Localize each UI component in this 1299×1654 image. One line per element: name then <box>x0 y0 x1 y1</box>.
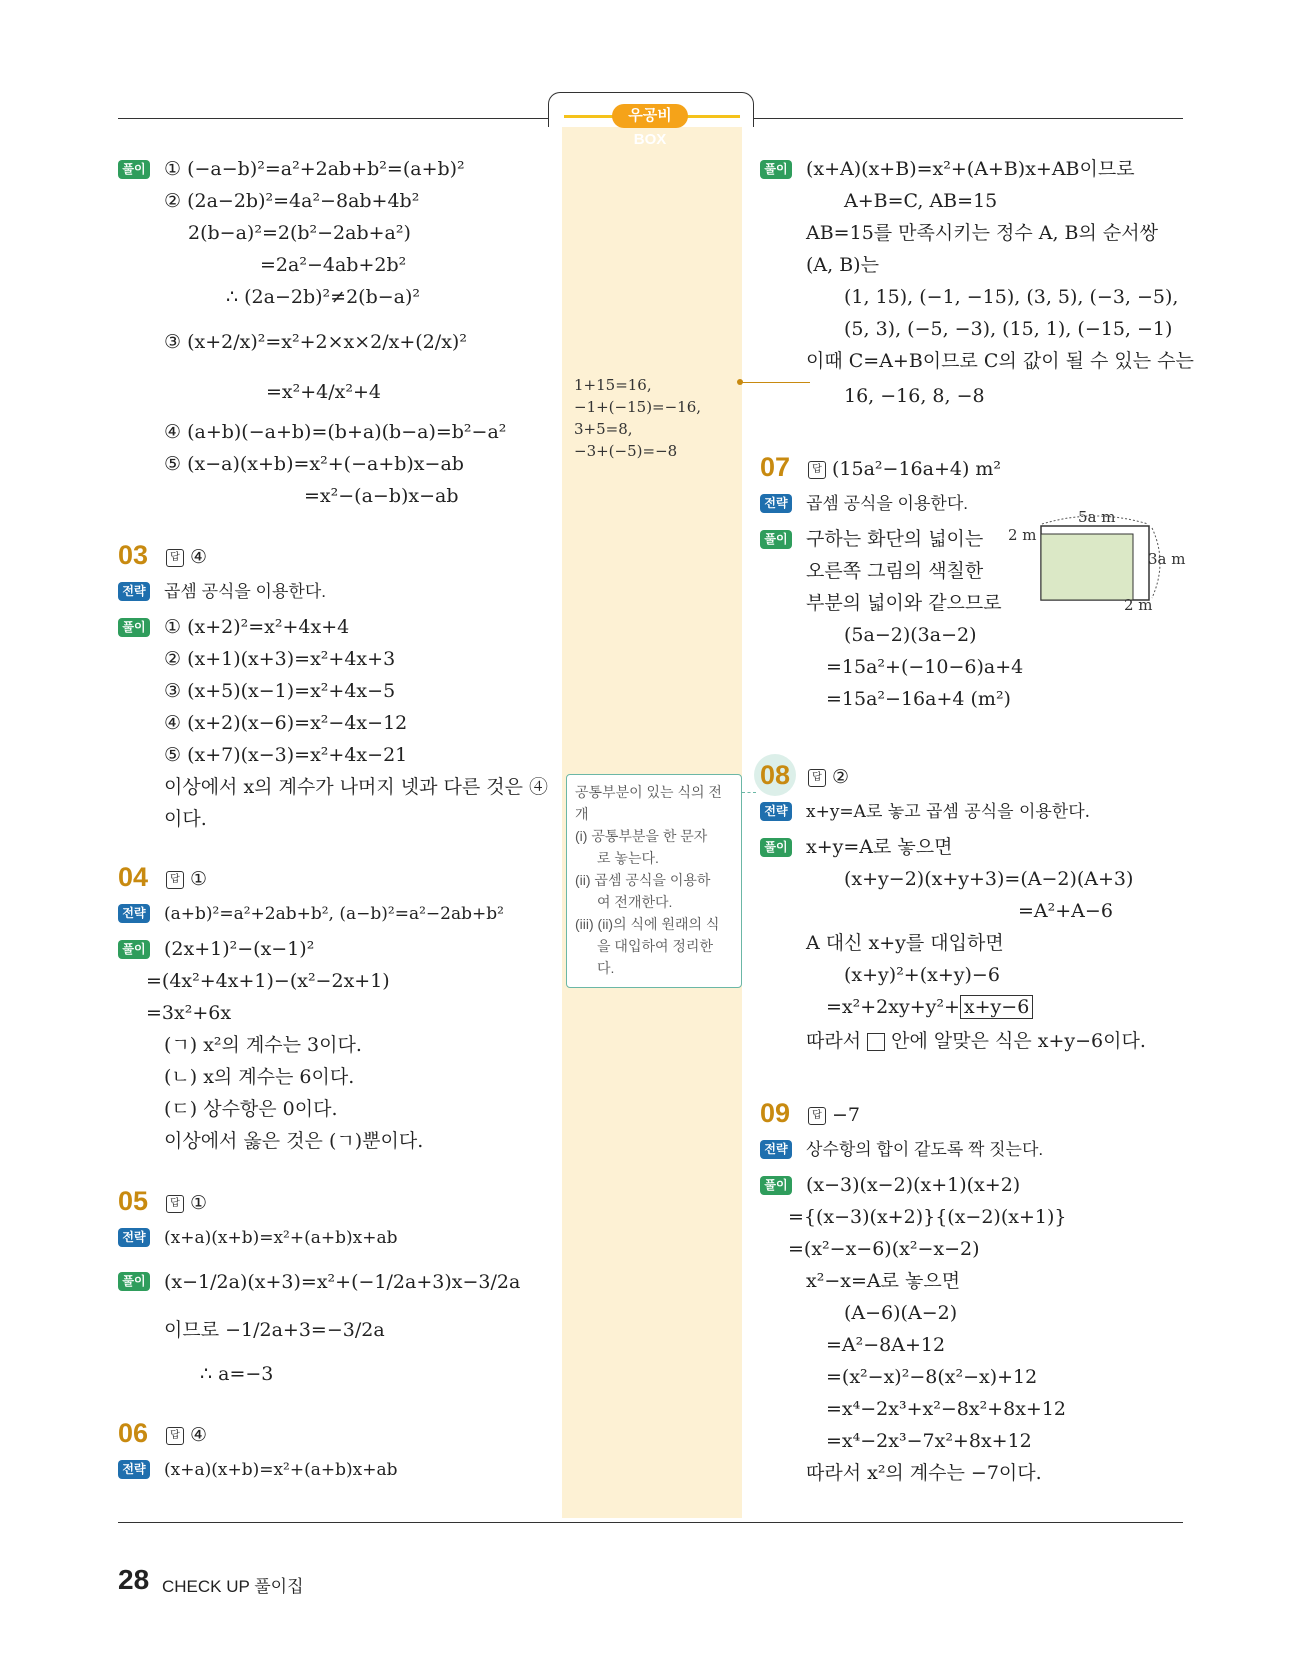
tip-line: (ii) 곱셈 공식을 이용하 <box>575 872 711 888</box>
q08-line: x+y=A로 놓으면 <box>806 836 953 858</box>
strategy-tag: 전략 <box>760 802 792 821</box>
q09-line: (x−3)(x−2)(x+1)(x+2) <box>806 1174 1021 1196</box>
q04-line: 이상에서 옳은 것은 (ㄱ)뿐이다. <box>164 1130 424 1152</box>
tip-line: 공통부분이 있는 식의 전 <box>575 784 722 800</box>
q09-line: =x⁴−2x³−7x²+8x+12 <box>826 1430 1032 1452</box>
answer-value: ① <box>190 868 208 890</box>
q07-line: 오른쪽 그림의 색칠한 <box>806 560 984 582</box>
strategy-tag: 전략 <box>118 1460 150 1479</box>
q02-line: ∴ (2a−2b)²≠2(b−a)² <box>226 286 421 308</box>
tip-box <box>566 774 742 988</box>
answer-value: ④ <box>190 546 208 568</box>
answer-value: ④ <box>190 1424 208 1446</box>
figure-label-top: 5a m <box>1078 508 1116 526</box>
answer-icon: 답 <box>166 549 184 567</box>
question-number: 07 <box>760 452 791 482</box>
tip-line: 다. <box>597 960 615 976</box>
center-note: 1+15=16, <box>574 376 652 394</box>
q09-line: 따라서 x²의 계수는 −7이다. <box>806 1462 1042 1484</box>
connector-dot <box>737 379 743 385</box>
q03-line: ③ (x+5)(x−1)=x²+4x−5 <box>164 680 396 702</box>
solution-tag: 풀이 <box>760 530 792 549</box>
solution-tag: 풀이 <box>118 940 150 959</box>
strategy-text: x+y=A로 놓고 곱셈 공식을 이용한다. <box>806 802 1091 822</box>
q05-line: 이므로 −1/2a+3=−3/2a <box>164 1319 385 1341</box>
answer <box>166 1192 207 1214</box>
q02-line: ⑤ (x−a)(x+b)=x²+(−a+b)x−ab <box>164 453 464 475</box>
q07-line: 구하는 화단의 넓이는 <box>806 528 984 550</box>
q05-line: ∴ a=−3 <box>200 1363 274 1385</box>
q02-line: ④ (a+b)(−a+b)=(b+a)(b−a)=b²−a² <box>164 421 507 443</box>
answer <box>166 1424 207 1446</box>
strategy-text: (x+a)(x+b)=x²+(a+b)x+ab <box>164 1228 398 1248</box>
q08-line <box>806 1029 1146 1053</box>
q08-line: (x+y−2)(x+y+3)=(A−2)(A+3) <box>844 868 1134 890</box>
q02-line: =x²−(a−b)x−ab <box>304 485 459 507</box>
q02-line: ② (2a−2b)²=4a²−8ab+4b² <box>164 190 420 212</box>
question-number: 08 <box>760 760 791 790</box>
q03-line: ⑤ (x+7)(x−3)=x²+4x−21 <box>164 744 408 766</box>
q02-line: =2a²−4ab+2b² <box>260 254 407 276</box>
answer-value: −7 <box>832 1104 861 1126</box>
q03-line: ④ (x+2)(x−6)=x²−4x−12 <box>164 712 408 734</box>
q04-line: (2x+1)²−(x−1)² <box>164 938 315 960</box>
q09-line: =(x²−x)²−8(x²−x)+12 <box>826 1366 1038 1388</box>
answer <box>166 546 207 568</box>
q03-line: ① (x+2)²=x²+4x+4 <box>164 616 350 638</box>
answer-icon: 답 <box>808 1107 826 1125</box>
q08-expansion: =x²+2xy+y²+ <box>826 996 960 1018</box>
strategy-tag: 전략 <box>118 1228 150 1247</box>
q07-line: (5a−2)(3a−2) <box>844 624 977 646</box>
center-note: −1+(−15)=−16, <box>574 398 702 416</box>
q02-line: ① (−a−b)²=a²+2ab+b²=(a+b)² <box>164 158 465 180</box>
solution-tag: 풀이 <box>760 1176 792 1195</box>
q04-line: (ㄱ) x²의 계수는 3이다. <box>164 1034 362 1056</box>
answer <box>808 458 1001 480</box>
q08-therefore: 따라서 <box>806 1030 862 1052</box>
q02-line: ③ (x+2/x)²=x²+2×x×2/x+(2/x)² <box>164 331 467 353</box>
q09-line: =(x²−x−6)(x²−x−2) <box>788 1238 980 1260</box>
strategy-tag: 전략 <box>760 1140 792 1159</box>
strategy-text: 곱셈 공식을 이용한다. <box>164 582 326 601</box>
q08-line: =A²+A−6 <box>1018 900 1113 922</box>
tip-line: 을 대입하여 정리한 <box>597 938 713 954</box>
q09-line: (A−6)(A−2) <box>844 1302 958 1324</box>
figure-label-right: 3a m <box>1148 550 1186 568</box>
answer-value: ① <box>190 1192 208 1214</box>
q06-line: 16, −16, 8, −8 <box>844 385 985 407</box>
answer-icon: 답 <box>808 769 826 787</box>
q07-line: =15a²+(−10−6)a+4 <box>826 656 1024 678</box>
question-number: 03 <box>118 540 149 570</box>
center-note: 3+5=8, <box>574 420 633 438</box>
q04-line: =(4x²+4x+1)−(x²−2x+1) <box>146 970 390 992</box>
solution-tag: 풀이 <box>118 160 150 179</box>
q07-line: 부분의 넓이와 같으므로 <box>806 592 1002 614</box>
answer-icon: 답 <box>808 461 826 479</box>
figure-label-left: 2 m <box>1008 526 1037 544</box>
question-number: 09 <box>760 1098 791 1128</box>
answer <box>808 766 849 788</box>
solution-tag: 풀이 <box>760 838 792 857</box>
connector-line <box>740 382 810 383</box>
page-footer-title: CHECK UP 풀이집 <box>162 1577 304 1596</box>
q06-line: (1, 15), (−1, −15), (3, 5), (−3, −5), <box>844 286 1179 308</box>
answer-icon: 답 <box>166 871 184 889</box>
q09-line: ={(x−3)(x+2)}{(x−2)(x+1)} <box>788 1206 1067 1228</box>
tip-line: 여 전개한다. <box>597 894 673 910</box>
badge-line-left <box>564 115 614 118</box>
question-number: 06 <box>118 1418 149 1448</box>
q08-conclusion: 안에 알맞은 식은 x+y−6이다. <box>891 1030 1146 1052</box>
q08-boxed-term: x+y−6 <box>960 995 1033 1019</box>
tip-line: (iii) (ii)의 식에 원래의 식 <box>575 916 720 932</box>
box-badge: 우공비 BOX <box>612 104 688 128</box>
page-number: 28 <box>118 1564 150 1595</box>
tip-line: 로 놓는다. <box>597 850 659 866</box>
strategy-text: (a+b)²=a²+2ab+b², (a−b)²=a²−2ab+b² <box>164 904 504 924</box>
q03-line: 이상에서 x의 계수가 나머지 넷과 다른 것은 ④ <box>164 776 549 798</box>
solution-tag: 풀이 <box>760 160 792 179</box>
strategy-text: 곱셈 공식을 이용한다. <box>806 494 968 513</box>
garden-figure <box>1008 508 1190 620</box>
q03-line: ② (x+1)(x+3)=x²+4x+3 <box>164 648 396 670</box>
strategy-tag: 전략 <box>760 494 792 513</box>
q02-line: =x²+4/x²+4 <box>266 381 382 403</box>
q09-line: =A²−8A+12 <box>826 1334 946 1356</box>
q04-line: =3x²+6x <box>146 1002 232 1024</box>
q09-line: =x⁴−2x³+x²−8x²+8x+12 <box>826 1398 1067 1420</box>
q08-line: (x+y)²+(x+y)−6 <box>844 964 1000 986</box>
answer <box>166 868 207 890</box>
q06-line: 이때 C=A+B이므로 C의 값이 될 수 있는 수는 <box>806 350 1194 372</box>
bottom-rule <box>118 1522 1183 1523</box>
q06-line: (x+A)(x+B)=x²+(A+B)x+AB이므로 <box>806 158 1135 180</box>
q04-line: (ㄷ) 상수항은 0이다. <box>164 1098 338 1120</box>
q07-line: =15a²−16a+4 (m²) <box>826 688 1011 710</box>
figure-label-bottom: 2 m <box>1124 596 1153 614</box>
question-number: 05 <box>118 1186 149 1216</box>
q03-line: 이다. <box>164 808 207 830</box>
solution-tag: 풀이 <box>118 618 150 637</box>
q05-line: (x−1/2a)(x+3)=x²+(−1/2a+3)x−3/2a <box>164 1271 521 1293</box>
q04-line: (ㄴ) x의 계수는 6이다. <box>164 1066 355 1088</box>
strategy-text: (x+a)(x+b)=x²+(a+b)x+ab <box>164 1460 398 1480</box>
tip-connector <box>742 792 756 793</box>
q06-line: (5, 3), (−5, −3), (15, 1), (−15, −1) <box>844 318 1173 340</box>
answer-value: (15a²−16a+4) m² <box>832 458 1002 480</box>
q06-line: (A, B)는 <box>806 254 879 276</box>
blank-box-icon <box>867 1033 885 1051</box>
strategy-tag: 전략 <box>118 582 150 601</box>
question-number: 04 <box>118 862 149 892</box>
answer-value: ② <box>832 766 850 788</box>
tip-line: (i) 공통부분을 한 문자 <box>575 828 708 844</box>
strategy-tag: 전략 <box>118 904 150 923</box>
q08-line: A 대신 x+y를 대입하면 <box>806 932 1004 954</box>
solution-tag: 풀이 <box>118 1272 150 1291</box>
answer-icon: 답 <box>166 1195 184 1213</box>
q06-line: AB=15를 만족시키는 정수 A, B의 순서쌍 <box>806 222 1158 244</box>
q02-line: 2(b−a)²=2(b²−2ab+a²) <box>188 222 411 244</box>
strategy-text: 상수항의 합이 같도록 짝 짓는다. <box>806 1140 1044 1159</box>
q08-line <box>826 995 1033 1019</box>
center-note: −3+(−5)=−8 <box>574 442 678 460</box>
badge-line-right <box>686 115 740 118</box>
q06-line: A+B=C, AB=15 <box>844 190 998 212</box>
tip-line: 개 <box>575 806 589 822</box>
q09-line: x²−x=A로 놓으면 <box>806 1270 961 1292</box>
answer-icon: 답 <box>166 1427 184 1445</box>
answer <box>808 1104 860 1126</box>
